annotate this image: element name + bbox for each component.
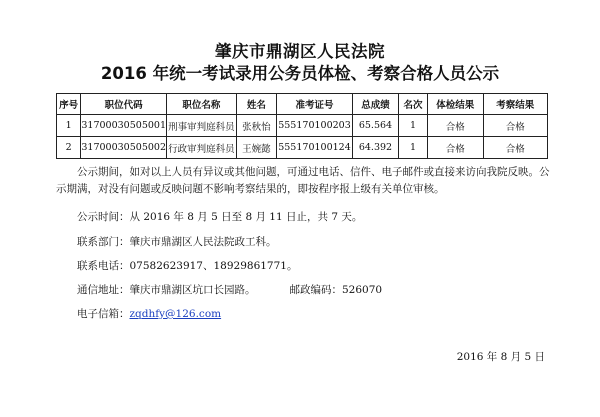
document-title-line1: 肇庆市鼎湖区人民法院 <box>215 42 385 61</box>
cell-index: 2 <box>57 137 81 159</box>
cell-rank: 1 <box>399 137 428 159</box>
cell-position-name: 行政审判庭科员 <box>167 137 237 159</box>
cell-position-name: 刑事审判庭科员 <box>167 115 237 137</box>
cell-name: 张秋怡 <box>236 115 276 137</box>
cell-physical-result: 合格 <box>427 137 483 159</box>
cell-index: 1 <box>57 115 81 137</box>
notice-paragraph: 公示期间，如对以上人员有异议或其他问题，可通过电话、信件、电子邮件或直接来访向我院反映。公示期满，对没有问题或反映问题不影响考察结果的，即按程序报上级有关单位审核。 <box>56 166 550 195</box>
email-label: 电子信箱： <box>77 308 130 320</box>
address-line <box>56 282 571 299</box>
col-header-review-result: 考察结果 <box>483 94 547 115</box>
cell-review-result: 合格 <box>483 115 547 137</box>
contact-phone: 联系电话：07582623917、18929861771。 <box>77 260 298 272</box>
results-table <box>56 93 548 159</box>
table-row <box>57 115 548 137</box>
col-header-position-code: 职位代码 <box>81 94 167 115</box>
cell-rank: 1 <box>399 115 428 137</box>
publicity-time: 公示时间：从 2016 年 8 月 5 日至 8 月 11 日止，共 7 天。 <box>77 211 363 223</box>
col-header-rank: 名次 <box>399 94 428 115</box>
email-line <box>56 306 571 323</box>
document-date: 2016 年 8 月 5 日 <box>456 351 545 363</box>
mailing-address: 通信地址：肇庆市鼎湖区坑口长园路。 <box>77 284 256 296</box>
col-header-index: 序号 <box>57 94 81 115</box>
document-title-line2: 2016 年统一考试录用公务员体检、考察合格人员公示 <box>100 64 500 83</box>
col-header-physical-result: 体检结果 <box>427 94 483 115</box>
col-header-position-name: 职位名称 <box>167 94 237 115</box>
col-header-name: 姓名 <box>236 94 276 115</box>
col-header-exam-id: 准考证号 <box>277 94 353 115</box>
table-header-row <box>57 94 548 115</box>
cell-name: 王婉懿 <box>236 137 276 159</box>
cell-exam-id: 555170100203 <box>277 115 353 137</box>
col-header-total-score: 总成绩 <box>352 94 398 115</box>
cell-total-score: 65.564 <box>352 115 398 137</box>
contact-department: 联系部门：肇庆市鼎湖区人民法院政工科。 <box>77 236 277 248</box>
cell-physical-result: 合格 <box>427 115 483 137</box>
cell-position-code: 31700030505002 <box>81 137 167 159</box>
cell-exam-id: 555170100124 <box>277 137 353 159</box>
cell-review-result: 合格 <box>483 137 547 159</box>
postal-code: 邮政编码：526070 <box>289 284 383 296</box>
cell-position-code: 31700030505001 <box>81 115 167 137</box>
cell-total-score: 64.392 <box>352 137 398 159</box>
email-link[interactable]: zqdhfy@126.com <box>129 308 222 320</box>
table-row <box>57 137 548 159</box>
